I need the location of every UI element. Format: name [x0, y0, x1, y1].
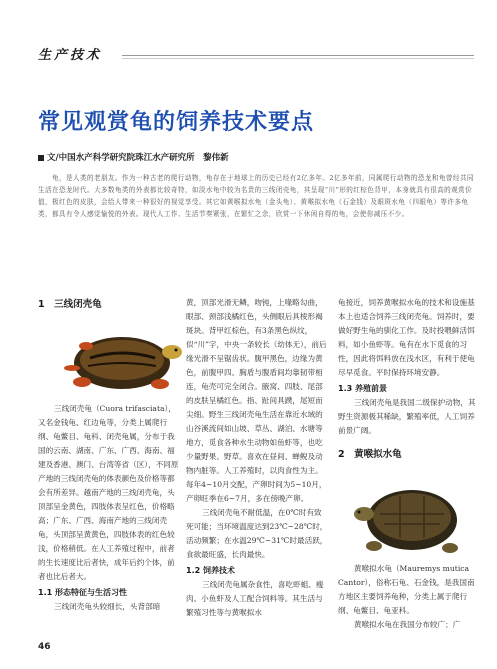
section-heading-1: 1 三线闭壳龟: [38, 299, 102, 310]
author-line: [38, 151, 229, 163]
abstract: 龟，是人类的老朋友。作为一种古老的爬行动物，龟存在于地球上的历史已经有2亿多年。2亿多年前，同属爬行动物的恐龙和龟曾经共同生活在恐龙时代。大多数龟类的外表都比较奇特，如淡水龟中较为名贵的三线闭壳龟，其呈现“川”形的红棕色背甲，本身就具有很高的观赏价值，极红色的皮肤，会给人带来一种很好的视觉享受。其它如黄喉拟水龟（金头龟）、黄喉拟水龟（石金钱）及眼斑水龟（四眼龟）等许多龟类，都具有令人感觉愉悦的外表。现代人工作、生活节奏紧张，在繁忙之余，欣赏一下休闲自得的龟，会使你减压不少。: [38, 174, 474, 218]
paragraph: 黄喉拟水龟（Mauremys mutica Cantor），俗称石龟、石金钱，是我国南方地区主要饲养龟种，分类上属于爬行纲、龟鳖目、龟亚科。: [338, 564, 475, 615]
paragraph: 龟接近，饲养黄喉拟水龟的技术和设施基本上也适合饲养三线闭壳龟。饲养时，要做好野生龟的驯化工作。及时投喂鲜活饵料，如小鱼虾等。龟有在水下觅食的习性，因此将饵料放在浅水区，有利于使龟尽早觅食。平时保持环境安静。: [338, 298, 475, 377]
paragraph: 三线闭壳龟头较细长，头背部暗: [54, 602, 161, 611]
section-heading-2: 2 黄喉拟水龟: [338, 449, 402, 460]
paragraph: 三线闭壳龟不耐低温，在0℃时有致死可能；当环境温度达到23℃~28℃时，活动频繁；在水温29℃~31℃时最活跃，食欲最旺盛，长肉最快。: [186, 508, 328, 559]
column-3: [338, 296, 476, 462]
turtle-photo-2: [350, 476, 470, 560]
header-rule-secondary: [122, 58, 474, 59]
square-bullet-icon: [38, 155, 44, 161]
author-text: 文/中国水产科学研究院珠江水产研究所 黎伟新: [47, 153, 229, 163]
subsection-heading-1-2: 1.2 饲养技术: [186, 566, 235, 575]
paragraph: 三线闭壳龟属杂食性，喜吃虾蛆、瘦肉、小鱼虾及人工配合饲料等。其生活与繁殖习性等与黄喉拟水: [186, 580, 324, 617]
turtle-photo-1: [60, 318, 185, 398]
column-1: [38, 402, 180, 614]
subsection-heading-1-1: 1.1 形态特征与生活习性: [38, 588, 127, 597]
column-2: [186, 296, 328, 620]
column-3-continued: [338, 562, 476, 632]
header-rule: [122, 55, 474, 56]
subsection-heading-1-3: 1.3 养殖前景: [338, 384, 387, 393]
paragraph: 黄，顶部光滑无鳞，吻钝，上喙略勾曲，眼部、颈部浅橘红色，头侧眼后具棱形褐斑块。背甲红棕色，有3条黑色纵纹，似“川”字，中央一条较长（幼体无），前后缘光滑不呈锯齿状。腹甲黑色，边缘为黄色，前腹甲四、胸盾与腹盾间均靠韧带相连，龟壳可完全闭合。腋窝、四肢、尾部的皮肤呈橘红色。指、趾间具蹼，尾短而尖细。野生三线闭壳龟生活在靠近水域的山谷溪流间如山坡、草丛、湖泊、水塘等地方，觅食各种水生动物如鱼虾等，也吃少量野果、野草。喜欢在昼间、蝉鲵及动物内脏等。人工养殖时，以肉食性为主。每年4~10月交配，产卵时间为5~10月，产卵旺季在6~7月，多在傍晚产卵。: [186, 298, 327, 503]
paragraph: 黄喉拟水龟在我国分布较广；广: [354, 620, 461, 629]
paragraph: 三线闭壳龟是我国二级保护动物，其野生资源极其稀缺，繁殖率低，人工饲养前景广阔。: [338, 398, 476, 435]
paragraph: 三线闭壳龟（Cuora trifasciata），又名金钱龟、红边龟等，分类上属爬行纲、龟鳖目、龟科、闭壳龟属，分布于我国的云南、湖南、广东、广西、海南、福建及香港、澳门、台湾等省（区），不同原产地的三线闭壳龟的体表颜色及价格等都会有所差异。越南产地的三线闭壳龟，头顶部呈金黄色，四肢体表呈红色，价格略高；广东、广西、海南产地的三线闭壳龟，头顶部呈黄黄色，四肢体表的红色较浅，价格稍低。在人工养殖过程中，前者的生长速度比后者快，成年后约个体，前者也比后者大。: [38, 404, 179, 581]
section-header: 生产技术: [38, 48, 103, 63]
page-number: 46: [38, 642, 51, 652]
article-title: 常见观赏龟的饲养技术要点: [38, 110, 315, 135]
